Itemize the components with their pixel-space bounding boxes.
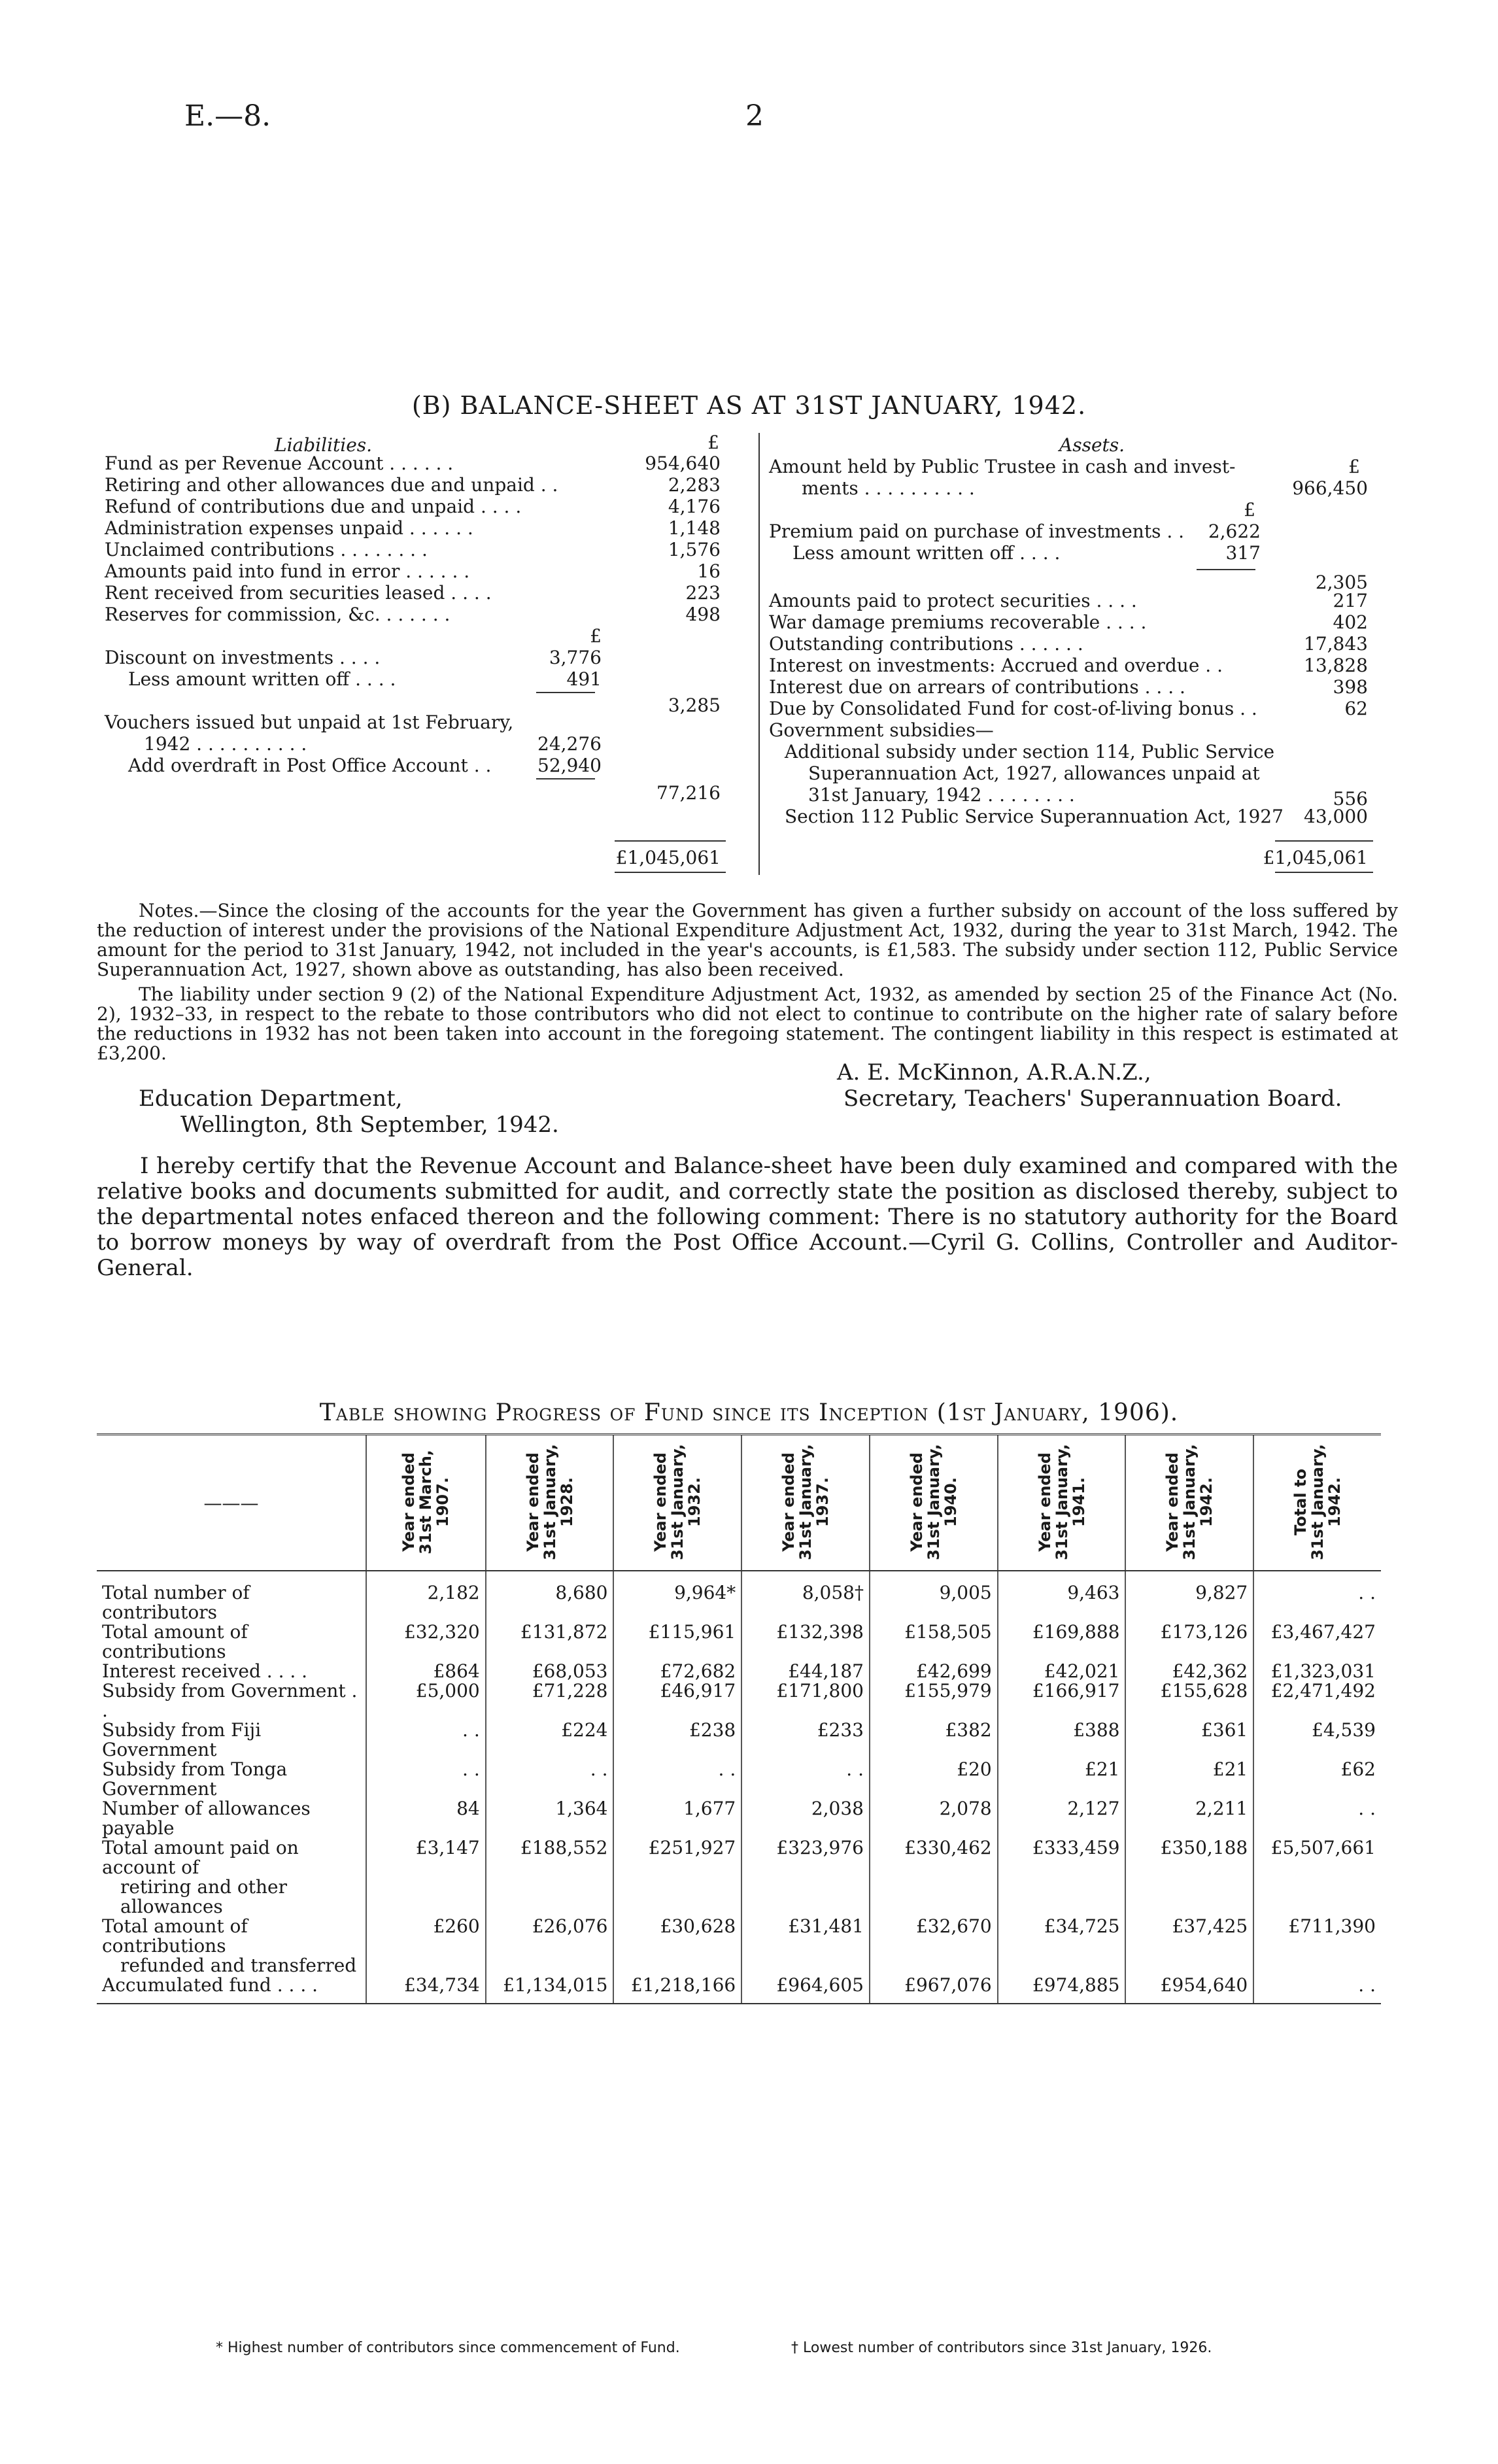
table-row	[97, 1720, 1381, 1760]
table-cell: £68,053	[486, 1662, 614, 1681]
pound-sign: £	[707, 432, 719, 453]
table-row	[97, 1662, 1381, 1681]
asset-label: Interest due on arrears of contributions . . . .	[769, 676, 1185, 698]
note-paragraph-2: The liability under section 9 (2) of the National Expenditure Adjustment Act, 1932, as amended by section 25 of the Finance Act (No. 2), 1932–33, in respect to the rebate to those contributors who did not elect to continue to contribute on the higher rate of salary before the reductions in 1932 has not been taken into account in the foregoing statement. The contingent liability in this respect is estimated at £3,200.	[97, 984, 1398, 1064]
table-cell: £31,481	[741, 1917, 870, 1976]
table-cell: 9,827	[1125, 1571, 1253, 1622]
table-cell: £169,888	[998, 1622, 1126, 1662]
table-row	[97, 1799, 1381, 1838]
table-row	[97, 1838, 1381, 1917]
liability-label: Fund as per Revenue Account . . . . . .	[105, 453, 454, 474]
asset-label: Due by Consolidated Fund for cost-of-living bonus . .	[769, 698, 1257, 719]
row-label: Total amount of contributions	[102, 1621, 248, 1662]
table-cell: . .	[1253, 1799, 1381, 1838]
liabilities-total: £1,045,061	[615, 847, 721, 868]
column-header: Year ended 31st January, 1941.	[998, 1435, 1126, 1571]
vouchers-amount: 24,276	[537, 733, 602, 755]
table-cell: £132,398	[741, 1622, 870, 1662]
table-row	[97, 1760, 1381, 1799]
table-cell: £2,471,492	[1253, 1681, 1381, 1720]
table-cell: £32,320	[366, 1622, 486, 1662]
table-cell: £62	[1253, 1760, 1381, 1799]
table-cell: £44,187	[741, 1662, 870, 1681]
table-cell: £30,628	[613, 1917, 741, 1976]
table-cell: £233	[741, 1720, 870, 1760]
notes	[97, 901, 1398, 1069]
table-cell: £173,126	[1125, 1622, 1253, 1662]
assets-heading: Assets.	[1059, 434, 1125, 456]
row-label: Total amount paid on account of retiring and other allowances	[102, 1837, 299, 1917]
place-line-2: Wellington, 8th September, 1942.	[180, 1112, 559, 1138]
table-cell: 9,463	[998, 1571, 1126, 1622]
asset-amount: 13,828	[1304, 655, 1368, 676]
subsidy-114-line-1: Additional subsidy under section 114, Public Service	[785, 741, 1275, 762]
sheet-reference: E.—8.	[184, 99, 271, 133]
progress-table-body	[97, 1571, 1381, 2004]
column-header: Year ended 31st January, 1928.	[486, 1435, 614, 1571]
vouchers-net: 77,216	[656, 782, 721, 804]
trustee-label-1: Amount held by Public Trustee in cash and invest-	[769, 456, 1236, 477]
table-cell: £34,725	[998, 1917, 1126, 1976]
liability-amount: 2,283	[668, 474, 721, 496]
table-cell: 8,680	[486, 1571, 614, 1622]
pound-sign: £	[1348, 456, 1360, 477]
header-dash: ———	[203, 1492, 259, 1514]
liability-label: Reserves for commission, &c. . . . . . .	[105, 604, 451, 625]
table-cell: £46,917	[613, 1681, 741, 1720]
table-cell: . .	[366, 1720, 486, 1760]
table-cell: £32,670	[870, 1917, 998, 1976]
table-cell: 2,127	[998, 1799, 1126, 1838]
row-label: Subsidy from Tonga Government	[102, 1758, 288, 1800]
table-cell: £382	[870, 1720, 998, 1760]
table-cell: £71,228	[486, 1681, 614, 1720]
table-cell: 8,058†	[741, 1571, 870, 1622]
table-cell: £21	[1125, 1760, 1253, 1799]
table-cell: £188,552	[486, 1838, 614, 1917]
asset-amount: 17,843	[1304, 633, 1368, 655]
table-cell: £711,390	[1253, 1917, 1381, 1976]
liability-amount: 1,148	[668, 517, 721, 539]
liability-label: Amounts paid into fund in error . . . . . .	[105, 560, 470, 582]
row-label: Number of allowances payable	[102, 1798, 311, 1839]
overdraft-label: Add overdraft in Post Office Account . .	[128, 755, 492, 776]
table-cell: £964,605	[741, 1976, 870, 2004]
footnote-highest: * Highest number of contributors since commencement of Fund.	[216, 2340, 680, 2356]
table-row	[97, 1622, 1381, 1662]
premium-label: Premium paid on purchase of investments . .	[769, 521, 1185, 542]
premium-less-label: Less amount written off . . . .	[792, 542, 1061, 564]
trustee-label-2: ments . . . . . . . . . .	[802, 477, 975, 499]
liability-label: Refund of contributions due and unpaid . . . .	[105, 496, 522, 517]
audit-certificate: I hereby certify that the Revenue Account and Balance-sheet have been duly examined and compared with the relative books and documents submitted for audit, and correctly state the position as disclosed thereby, subject to the departmental notes enfaced thereon and the following comment: There is no statutory authority for the Board to borrow moneys by way of overdraft from the Post Office Account.—Cyril G. Collins, Controller and Auditor-General.	[97, 1153, 1398, 1281]
table-cell: £864	[366, 1662, 486, 1681]
row-label: Interest received . . . .	[102, 1660, 308, 1682]
liability-amount: 498	[685, 604, 721, 625]
table-row	[97, 1917, 1381, 1976]
subsidy-114-amount: 556	[1333, 788, 1368, 810]
table-cell: . .	[1253, 1571, 1381, 1622]
table-cell: £42,021	[998, 1662, 1126, 1681]
table-cell: £388	[998, 1720, 1126, 1760]
table-cell: £72,682	[613, 1662, 741, 1681]
table-cell: £1,134,015	[486, 1976, 614, 2004]
liabilities-heading: Liabilities.	[275, 434, 373, 456]
row-label: Accumulated fund . . . .	[97, 1976, 366, 2004]
row-label: Subsidy from Fiji Government	[102, 1719, 262, 1760]
table-cell: £21	[998, 1760, 1126, 1799]
table-cell: £155,628	[1125, 1681, 1253, 1720]
table-cell: £171,800	[741, 1681, 870, 1720]
overdraft-amount: 52,940	[537, 755, 602, 776]
table-cell: £350,188	[1125, 1838, 1253, 1917]
table-cell: £3,147	[366, 1838, 486, 1917]
table-cell: £37,425	[1125, 1917, 1253, 1976]
table-cell: £4,539	[1253, 1720, 1381, 1760]
table-cell: £238	[613, 1720, 741, 1760]
table-cell: £155,979	[870, 1681, 998, 1720]
discount-amount: 3,776	[549, 647, 602, 668]
table-cell: . .	[366, 1760, 486, 1799]
table-cell: £323,976	[741, 1838, 870, 1917]
pound-sign: £	[1244, 499, 1255, 521]
table-cell: £34,734	[366, 1976, 486, 2004]
table-cell: 9,964*	[613, 1571, 741, 1622]
progress-table	[97, 1433, 1381, 2004]
table-cell: 1,364	[486, 1799, 614, 1838]
table-cell: 1,677	[613, 1799, 741, 1838]
vouchers-label-1: Vouchers issued but unpaid at 1st February,	[105, 711, 514, 733]
table-cell: £251,927	[613, 1838, 741, 1917]
table-cell: 2,182	[366, 1571, 486, 1622]
table-cell: £20	[870, 1760, 998, 1799]
header-blank	[97, 1435, 366, 1571]
table-row	[97, 1571, 1381, 1622]
liability-label: Administration expenses unpaid . . . . . .	[105, 517, 473, 539]
table-cell: £361	[1125, 1720, 1253, 1760]
asset-label: Interest on investments: Accrued and overdue . .	[769, 655, 1223, 676]
asset-label: War damage premiums recoverable . . . .	[769, 611, 1147, 633]
table-cell: £330,462	[870, 1838, 998, 1917]
table-row	[97, 1681, 1381, 1720]
discount-net: 3,285	[668, 694, 721, 716]
table-cell: 2,078	[870, 1799, 998, 1838]
table-cell: £954,640	[1125, 1976, 1253, 2004]
note-paragraph-1: Notes.—Since the closing of the accounts for the year the Government has given a further subsidy on account of the loss suffered by the reduction of interest under the provisions of the National Expenditure Adjustment Act, 1932, during the year to 31st March, 1942. The amount for the period to 31st January, 1942, not included in the year's accounts, is £1,583. The subsidy under section 112, Public Service Superannuation Act, 1927, shown above as outstanding, has also been received.	[97, 900, 1398, 980]
subsidy-114-line-2: Superannuation Act, 1927, allowances unpaid at	[808, 762, 1260, 784]
liability-label: Unclaimed contributions . . . . . . . .	[105, 539, 428, 560]
column-header: Year ended 31st January, 1942.	[1125, 1435, 1253, 1571]
table-cell: £5,507,661	[1253, 1838, 1381, 1917]
column-header: Year ended 31st March, 1907.	[366, 1435, 486, 1571]
asset-amount: 402	[1333, 611, 1368, 633]
table-cell: £26,076	[486, 1917, 614, 1976]
table-cell: 84	[366, 1799, 486, 1838]
table-cell: 9,005	[870, 1571, 998, 1622]
premium-amount: 2,622	[1208, 521, 1261, 542]
signature-title: Secretary, Teachers' Superannuation Board.	[843, 1086, 1342, 1112]
table-cell: £974,885	[998, 1976, 1126, 2004]
premium-less-amount: 317	[1225, 542, 1261, 564]
subsidy-114-line-3: 31st January, 1942 . . . . . . . .	[808, 784, 1075, 806]
liability-amount: 223	[685, 582, 721, 604]
liability-label: Rent received from securities leased . . . .	[105, 582, 492, 604]
row-label: Subsidy from Government . .	[102, 1680, 358, 1721]
table-cell: £967,076	[870, 1976, 998, 2004]
table-cell: £333,459	[998, 1838, 1126, 1917]
asset-label: Outstanding contributions . . . . . .	[769, 633, 1083, 655]
table-cell: 2,038	[741, 1799, 870, 1838]
asset-label: Amounts paid to protect securities . . . .	[769, 590, 1137, 611]
subsidy-112-amount: 43,000	[1304, 806, 1368, 827]
table-cell: £3,467,427	[1253, 1622, 1381, 1662]
page-number: 2	[745, 99, 764, 133]
row-label: Total number of contributors	[102, 1582, 250, 1623]
subsidy-112-label: Section 112 Public Service Superannuation Act, 1927	[785, 806, 1284, 827]
liability-amount: 1,576	[668, 539, 721, 560]
table-cell: £5,000	[366, 1681, 486, 1720]
table-cell: £166,917	[998, 1681, 1126, 1720]
table-cell: 2,211	[1125, 1799, 1253, 1838]
footnote-lowest: † Lowest number of contributors since 31st January, 1926.	[791, 2340, 1212, 2356]
discount-less-label: Less amount written off . . . .	[128, 668, 396, 690]
column-header: Total to 31st January, 1942.	[1253, 1435, 1381, 1571]
table-cell: £1,218,166	[613, 1976, 741, 2004]
signature-name: A. E. McKinnon, A.R.A.N.Z.,	[837, 1059, 1151, 1086]
table-header-row	[97, 1435, 1381, 1571]
progress-table-title: Table showing Progress of Fund since its Inception (1st January, 1906).	[319, 1399, 1179, 1426]
discount-less-amount: 491	[566, 668, 602, 690]
assets-total: £1,045,061	[1263, 847, 1368, 868]
asset-amount: 217	[1333, 590, 1368, 611]
table-cell: £260	[366, 1917, 486, 1976]
column-header: Year ended 31st January, 1932.	[613, 1435, 741, 1571]
pound-sign: £	[590, 625, 602, 647]
liability-amount: 954,640	[645, 453, 721, 474]
column-header: Year ended 31st January, 1937.	[741, 1435, 870, 1571]
table-cell: . .	[486, 1760, 614, 1799]
premium-net: 2,305	[1315, 572, 1368, 593]
liability-label: Retiring and other allowances due and unpaid . .	[105, 474, 558, 496]
place-line-1: Education Department,	[139, 1086, 403, 1112]
table-cell: . .	[1253, 1976, 1381, 2004]
liability-amount: 16	[697, 560, 721, 582]
liability-amount: 4,176	[668, 496, 721, 517]
column-header: Year ended 31st January, 1940.	[870, 1435, 998, 1571]
table-cell: £158,505	[870, 1622, 998, 1662]
row-label: Total amount of contributions refunded and transferred	[102, 1915, 357, 1976]
table-row	[97, 1976, 1381, 2004]
table-cell: £131,872	[486, 1622, 614, 1662]
table-cell: £224	[486, 1720, 614, 1760]
table-cell: £115,961	[613, 1622, 741, 1662]
table-cell: £42,699	[870, 1662, 998, 1681]
discount-label: Discount on investments . . . .	[105, 647, 381, 668]
subsidies-heading: Government subsidies—	[769, 719, 994, 741]
table-cell: £42,362	[1125, 1662, 1253, 1681]
table-cell: . .	[741, 1760, 870, 1799]
balance-sheet-title: (B) BALANCE-SHEET AS AT 31ST JANUARY, 1942.	[411, 391, 1087, 420]
table-cell: . .	[613, 1760, 741, 1799]
table-cell: £1,323,031	[1253, 1662, 1381, 1681]
vouchers-label-2: 1942 . . . . . . . . . .	[144, 733, 307, 755]
asset-amount: 62	[1344, 698, 1368, 719]
asset-amount: 398	[1333, 676, 1368, 698]
trustee-amount: 966,450	[1292, 477, 1368, 499]
